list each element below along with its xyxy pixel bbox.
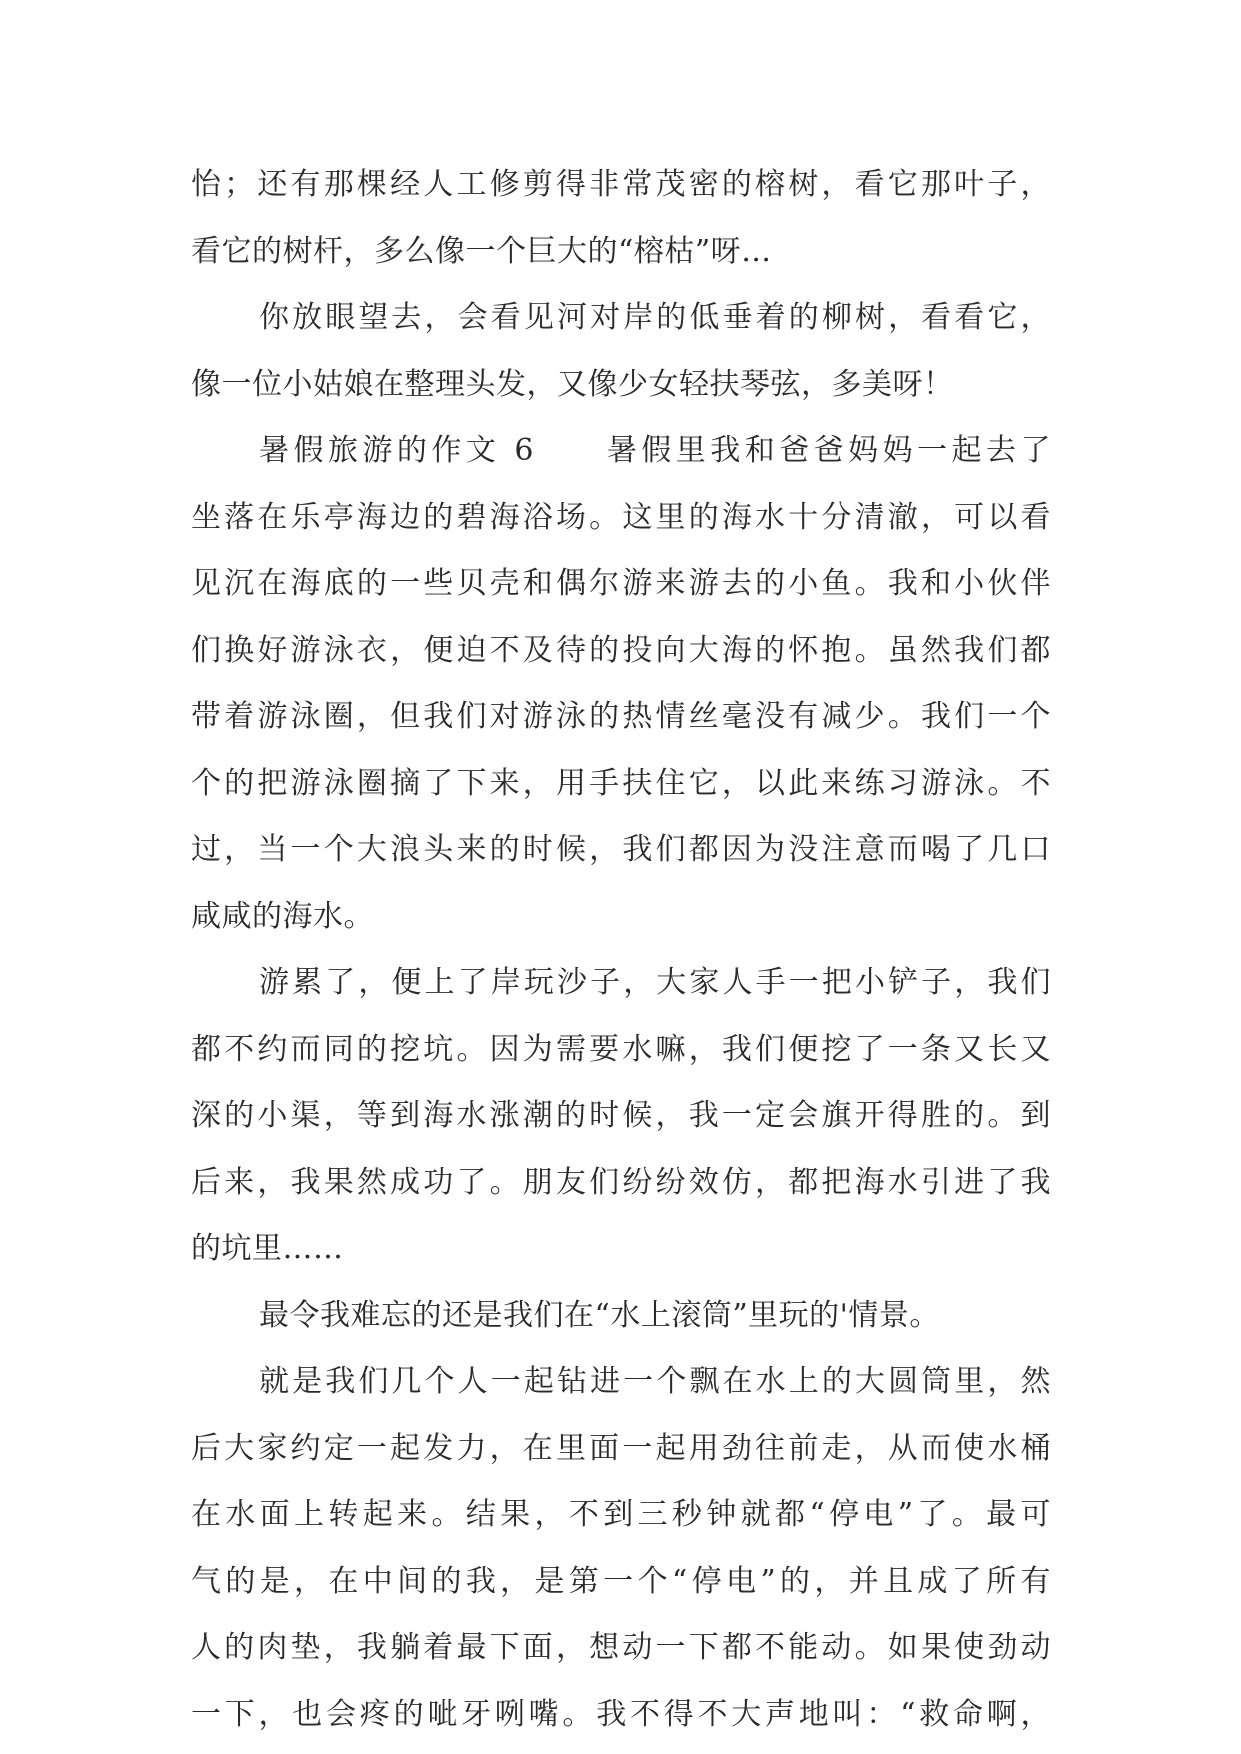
- text-line: 坐落在乐亭海边的碧海浴场。这里的海水十分清澈，可以看: [191, 499, 1051, 535]
- text-line: 怡；还有那棵经人工修剪得非常茂密的榕树，看它那叶子，: [191, 167, 1051, 202]
- text-line: 气的是，在中间的我，是第一个“停电”的，并且成了所有: [191, 1563, 1051, 1599]
- text-line: 最令我难忘的还是我们在“水上滚筒”里玩的'情景。: [259, 1297, 940, 1333]
- text-line: 就是我们几个人一起钻进一个飘在水上的大圆筒里，然: [259, 1364, 1051, 1399]
- essay-body: [191, 152, 1051, 1748]
- text-line: 后大家约定一起发力，在里面一起用劲往前走，从而使水桶: [191, 1430, 1051, 1466]
- text-line: 都不约而同的挖坑。因为需要水嘛，我们便挖了一条又长又: [191, 1031, 1051, 1067]
- text-line: 带着游泳圈，但我们对游泳的热情丝毫没有减少。我们一个: [191, 699, 1051, 734]
- text-line: 看它的树杆，多么像一个巨大的“榕枯”呀…: [191, 233, 772, 269]
- text-line: 们换好游泳衣，便迫不及待的投向大海的怀抱。虽然我们都: [191, 632, 1051, 668]
- text-line: 个的把游泳圈摘了下来，用手扶住它，以此来练习游泳。不: [191, 765, 1051, 801]
- text-line: 在水面上转起来。结果，不到三秒钟就都“停电”了。最可: [191, 1497, 1051, 1532]
- text-line: 人的肉垫，我躺着最下面，想动一下都不能动。如果使劲动: [191, 1630, 1051, 1665]
- text-line: 像一位小姑娘在整理头发，又像少女轻扶琴弦，多美呀！: [191, 366, 954, 402]
- text-line: 一下，也会疼的呲牙咧嘴。我不得不大声地叫：“救命啊，: [191, 1696, 1051, 1732]
- text-line: 你放眼望去，会看见河对岸的低垂着的柳树，看看它，: [259, 300, 1051, 335]
- text-line: 过，当一个大浪头来的时候，我们都因为没注意而喝了几口: [191, 832, 1051, 867]
- text-line: 见沉在海底的一些贝壳和偶尔游来游去的小鱼。我和小伙伴: [191, 566, 1051, 601]
- text-line: 深的小渠，等到海水涨潮的时候，我一定会旗开得胜的。到: [191, 1098, 1051, 1133]
- text-line: 咸咸的海水。: [191, 898, 374, 934]
- text-line: 暑假旅游的作文 6 暑假里我和爸爸妈妈一起去了: [259, 433, 1051, 468]
- text-line: 后来，我果然成功了。朋友们纷纷效仿，都把海水引进了我: [191, 1164, 1051, 1200]
- text-line: 的坑里……: [191, 1231, 344, 1266]
- text-line: 游累了，便上了岸玩沙子，大家人手一把小铲子，我们: [259, 965, 1051, 1000]
